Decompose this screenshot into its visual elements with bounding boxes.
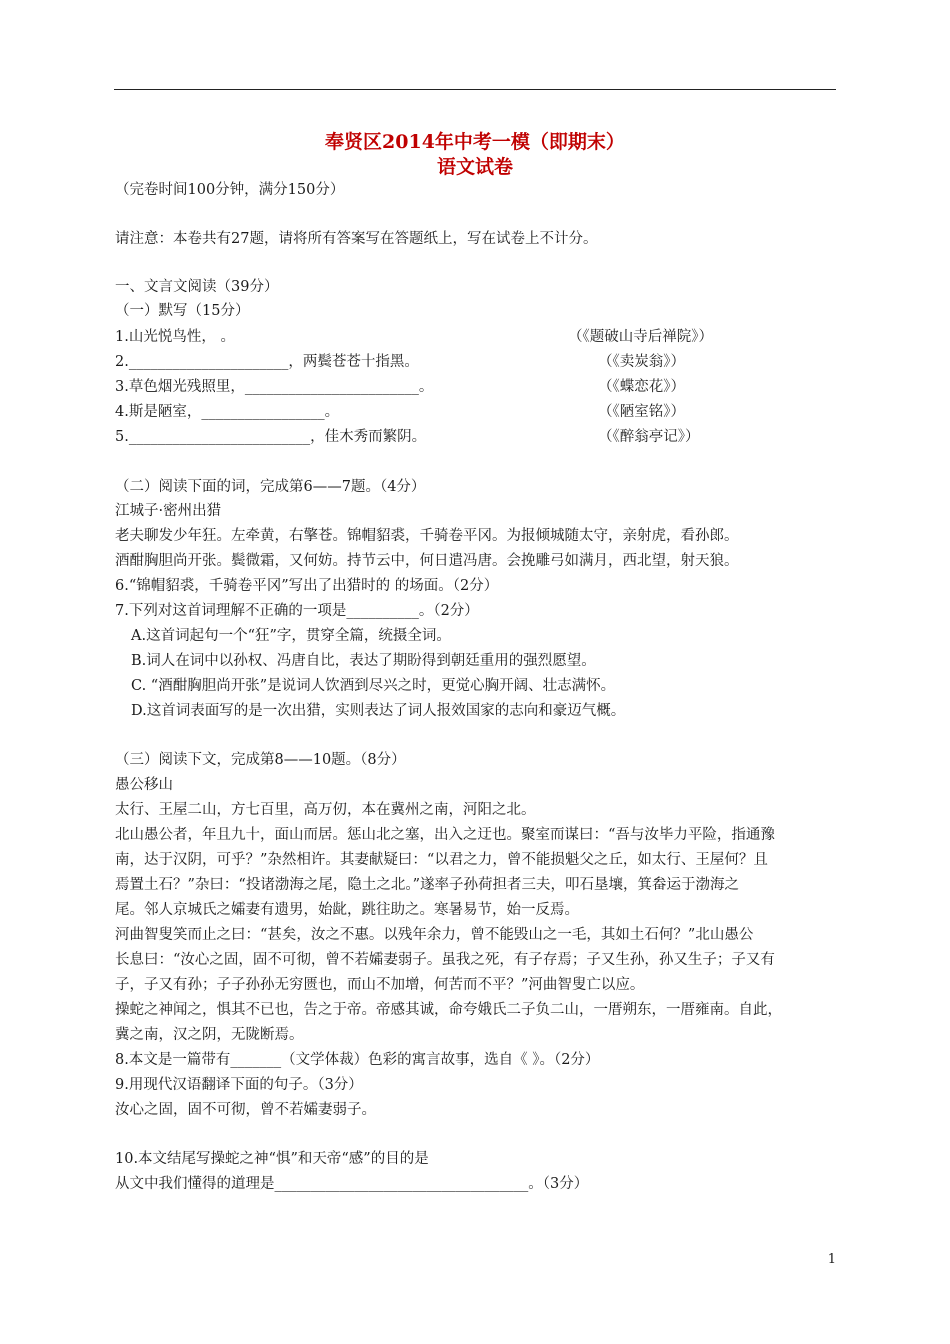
recite-source-4: （《陋室铭》） xyxy=(598,404,685,420)
text-line-2: 北山愚公者，年且九十，面山而居。惩山北之塞，出入之迂也。聚室而谋曰：“吾与汝毕力平险，指通豫 xyxy=(115,827,775,843)
option-a: A.这首词起句一个“狂”字，贯穿全篇，统摄全词。 xyxy=(131,628,451,644)
question-10-line-2: 从文中我们懂得的道理是___________________________________。（3分） xyxy=(115,1176,589,1192)
recite-item-1: 1.山光悦鸟性， 。 xyxy=(115,329,235,345)
header-rule xyxy=(114,89,836,90)
recite-source-3: （《蝶恋花》） xyxy=(598,379,685,395)
poem-line-1: 老夫聊发少年狂。左牵黄，右擎苍。锦帽貂裘，千骑卷平冈。为报倾城随太守，亲射虎，看孙郎。 xyxy=(115,528,739,544)
option-b: B.词人在词中以孙权、冯唐自比，表达了期盼得到朝廷重用的强烈愿望。 xyxy=(131,653,596,669)
recite-source-1: （《题破山寺后禅院》） xyxy=(568,329,713,345)
text-line-4: 焉置土石？”杂曰：“投诸渤海之尾，隐土之北。”遂率子孙荷担者三夫，叩石垦壤，箕畚运于渤海之 xyxy=(115,877,739,893)
recite-source-5: （《醉翁亭记》） xyxy=(598,429,700,445)
text-line-8: 子，子又有孙；子子孙孙无穷匮也，而山不加增，何苦而不平？”河曲智叟亡以应。 xyxy=(115,977,645,993)
recite-item-3: 3.草色烟光残照里，________________________。 xyxy=(115,379,434,395)
poem-title: 江城子·密州出猎 xyxy=(115,503,222,519)
option-c: C. “酒酣胸胆尚开张”是说词人饮酒到尽兴之时，更觉心胸开阔、壮志满怀。 xyxy=(131,678,616,694)
part2-heading: （二）阅读下面的词，完成第6——7题。（4分） xyxy=(115,479,426,495)
section1-heading: 一、文言文阅读（39分） xyxy=(115,279,279,295)
recite-item-2: 2.______________________，两鬓苍苍十指黑。 xyxy=(115,354,419,370)
exam-info: （完卷时间100分钟，满分150分） xyxy=(115,182,345,198)
text-line-9: 操蛇之神闻之，惧其不已也，告之于帝。帝感其诚，命夸娥氏二子负二山，一厝朔东，一厝雍南。自此， xyxy=(115,1002,782,1018)
text-line-5: 尾。邻人京城氏之孀妻有遗男，始龀，跳往助之。寒暑易节，始一反焉。 xyxy=(115,902,579,918)
question-10-line-1: 10.本文结尾写操蛇之神“惧”和天帝“感”的目的是 xyxy=(115,1151,429,1167)
question-9-sentence: 汝心之固，固不可彻，曾不若孀妻弱子。 xyxy=(115,1102,376,1118)
text-line-6: 河曲智叟笑而止之曰：“甚矣，汝之不惠。以残年余力，曾不能毁山之一毛，其如土石何？”北山愚公 xyxy=(115,927,754,943)
text-line-10: 冀之南，汉之阴，无陇断焉。 xyxy=(115,1027,304,1043)
text-title: 愚公移山 xyxy=(115,777,173,793)
question-8: 8.本文是一篇带有_______（文学体裁）色彩的寓言故事，选自《 》。（2分） xyxy=(115,1052,600,1068)
text-line-1: 太行、王屋二山，方七百里，高万仞，本在冀州之南，河阳之北。 xyxy=(115,802,536,818)
part3-heading: （三）阅读下文，完成第8——10题。（8分） xyxy=(115,752,406,768)
question-9: 9.用现代汉语翻译下面的句子。（3分） xyxy=(115,1077,363,1093)
part1-heading: （一）默写（15分） xyxy=(115,303,250,319)
exam-title: 奉贤区2014年中考一模（即期末） xyxy=(325,131,625,153)
text-line-3: 南，达于汉阴，可乎？”杂然相许。其妻献疑曰：“以君之力，曾不能损魁父之丘，如太行、王屋何？且 xyxy=(115,852,768,868)
question-6: 6.“锦帽貂裘，千骑卷平冈”写出了出猎时的 的场面。（2分） xyxy=(115,578,499,594)
recite-item-4: 4.斯是陋室，_________________。 xyxy=(115,404,340,420)
recite-source-2: （《卖炭翁》） xyxy=(598,354,685,370)
text-line-7: 长息曰：“汝心之固，固不可彻，曾不若孀妻弱子。虽我之死，有子存焉；子又生孙，孙又生子；子又有 xyxy=(115,952,775,968)
exam-subtitle: 语文试卷 xyxy=(436,156,513,178)
recite-item-5: 5._________________________，佳木秀而繁阴。 xyxy=(115,429,427,445)
page-number: 1 xyxy=(827,1252,836,1267)
notice: 请注意：本卷共有27题，请将所有答案写在答题纸上，写在试卷上不计分。 xyxy=(115,231,598,247)
poem-line-2: 酒酣胸胆尚开张。鬓微霜，又何妨。持节云中，何日遣冯唐。会挽雕弓如满月，西北望，射天狼。 xyxy=(115,553,739,569)
question-7: 7.下列对这首词理解不正确的一项是__________。（2分） xyxy=(115,603,479,619)
option-d: D.这首词表面写的是一次出猎，实则表达了词人报效国家的志向和豪迈气概。 xyxy=(131,703,626,719)
